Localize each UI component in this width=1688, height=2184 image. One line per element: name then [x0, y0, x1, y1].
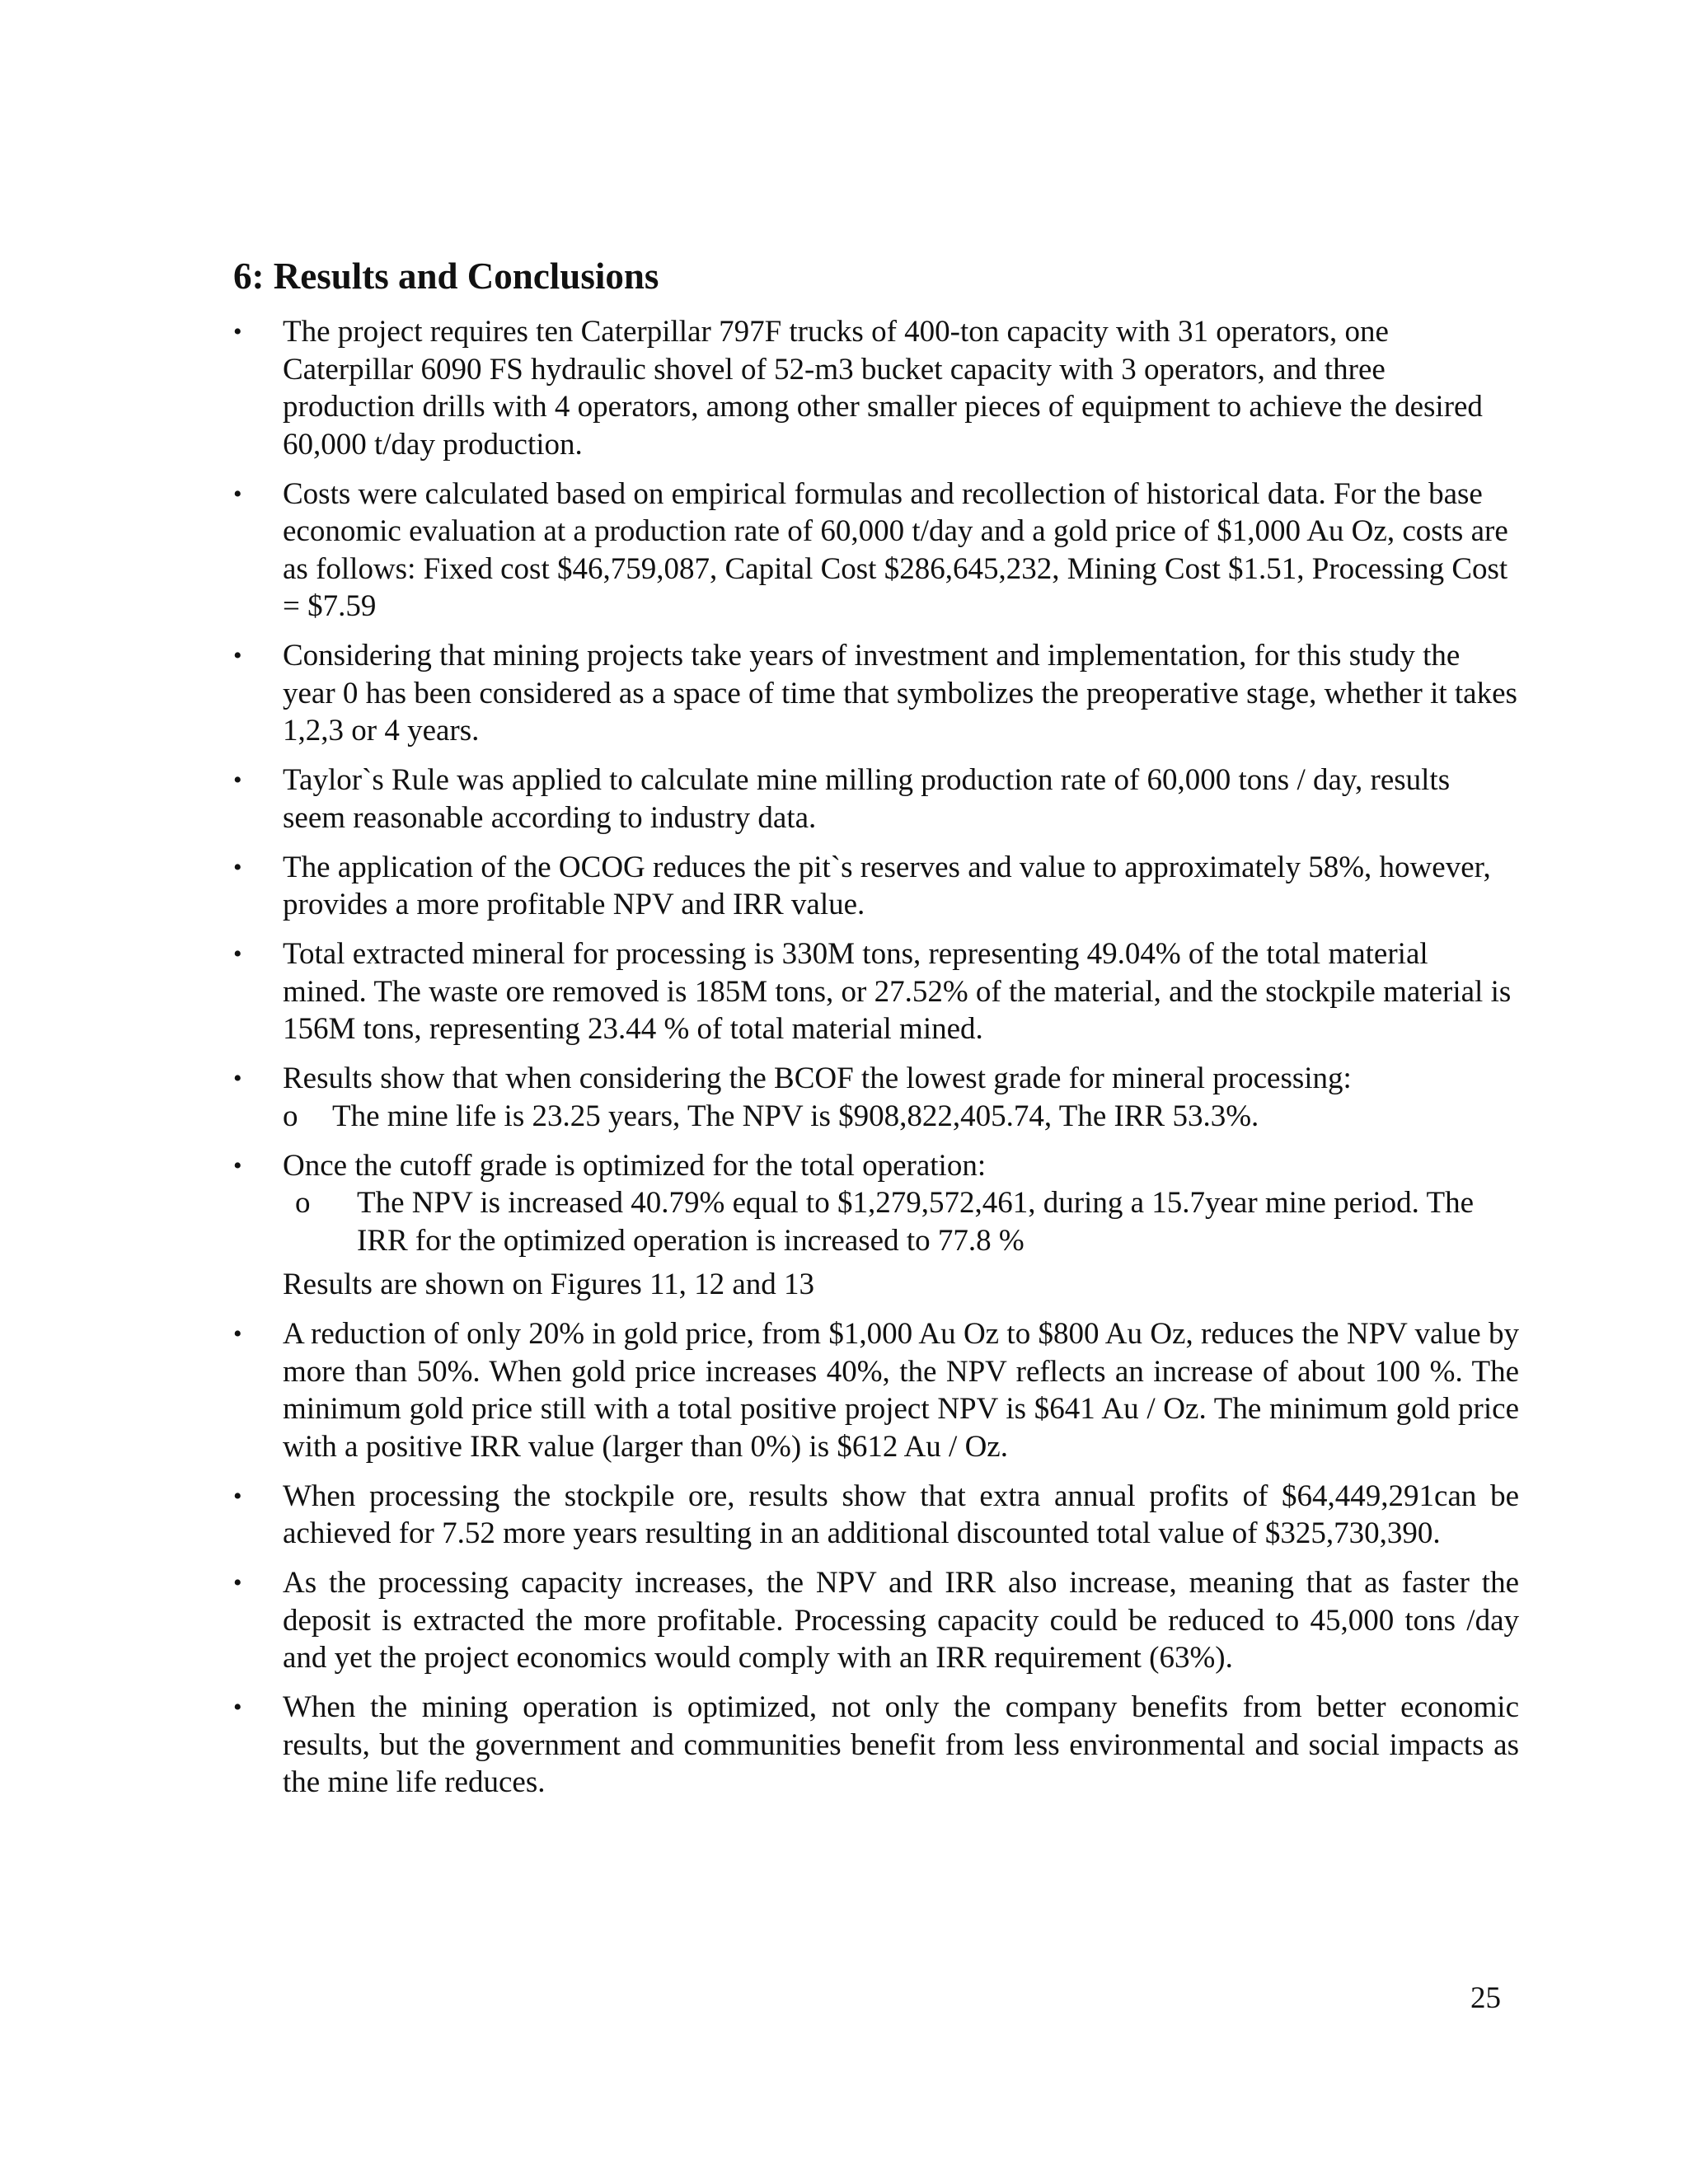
sub-list-item	[295, 1184, 1519, 1259]
section-heading: 6: Results and Conclusions	[233, 255, 659, 297]
bullet-marker: •	[233, 1482, 242, 1510]
list-item	[233, 1689, 1519, 1802]
figures-note: Results are shown on Figures 11, 12 and 13	[283, 1268, 815, 1301]
bullet-text: Considering that mining projects take years of investment and implementation, for this study the year 0 has been considered as a space of time that symbolizes the preoperative stage, whether it takes 1,2,3 or 4 years.	[283, 639, 1517, 748]
list-item	[233, 1315, 1519, 1465]
list-item	[233, 849, 1519, 924]
bullet-marker: •	[233, 940, 242, 968]
bullet-marker: •	[233, 642, 242, 669]
list-item	[233, 1060, 1519, 1135]
bullet-marker: •	[233, 1065, 242, 1092]
sub-bullet-marker: o	[283, 1099, 298, 1133]
bullet-text: The project requires ten Caterpillar 797F trucks of 400-ton capacity with 31 operators, one Caterpillar 6090 FS hydraulic shovel of 52-m3 bucket capacity with 3 operators, and three production drills with 4 operators, among other smaller pieces of equipment to achieve the desired 60,000 t/day production.	[283, 315, 1483, 462]
bullet-text: Results show that when considering the BCOF the lowest grade for mineral processing:	[283, 1062, 1352, 1095]
bullet-marker: •	[233, 318, 242, 345]
bullet-marker: •	[233, 766, 242, 794]
sub-bullet-marker: o	[295, 1186, 311, 1220]
bullet-marker: •	[233, 480, 242, 508]
list-item	[233, 935, 1519, 1048]
bullet-text: A reduction of only 20% in gold price, from $1,000 Au Oz to $800 Au Oz, reduces the NPV value by more than 50%. When gold price increases 40%, the NPV reflects an increase of about 100 %. The minimum gold price still with a total positive project NPV is $641 Au / Oz. The minimum gold price with a positive IRR value (larger than 0%) is $612 Au / Oz.	[283, 1317, 1519, 1464]
bullet-marker: •	[233, 1694, 242, 1721]
bullet-text: The application of the OCOG reduces the pit`s reserves and value to approximately 58%, however, provides a more profitable NPV and IRR value.	[283, 850, 1491, 921]
sub-bullet-text: The NPV is increased 40.79% equal to $1,279,572,461, during a 15.7year mine period. The IRR for the optimized operation is increased to 77.8 %	[357, 1186, 1475, 1258]
conclusions-list	[233, 313, 1519, 1813]
bullet-text: When the mining operation is optimized, not only the company benefits from better economic results, but the government and communities benefit from less environmental and social impacts as the mine life reduces.	[283, 1690, 1519, 1799]
bullet-text: Total extracted mineral for processing is 330M tons, representing 49.04% of the total material mined. The waste ore removed is 185M tons, or 27.52% of the material, and the stockpile material is 156M tons, representing 23.44 % of total material mined.	[283, 937, 1512, 1046]
list-item	[233, 637, 1519, 750]
bullet-text: When processing the stockpile ore, results show that extra annual profits of $64,449,291can be achieved for 7.52 more years resulting in an additional discounted total value of $325,730,390.	[283, 1479, 1519, 1550]
bullet-text: As the processing capacity increases, the NPV and IRR also increase, meaning that as faster the deposit is extracted the more profitable. Processing capacity could be reduced to 45,000 tons /day and yet the project economics would comply with an IRR requirement (63%).	[283, 1566, 1519, 1675]
bullet-marker: •	[233, 1569, 242, 1596]
sub-bullet-text: The mine life is 23.25 years, The NPV is $908,822,405.74, The IRR 53.3%.	[332, 1099, 1259, 1133]
bullet-text: Taylor`s Rule was applied to calculate mine milling production rate of 60,000 tons / day, results seem reasonable according to industry data.	[283, 763, 1451, 835]
bullet-marker: •	[233, 1151, 242, 1179]
list-item	[233, 313, 1519, 463]
list-item	[233, 1564, 1519, 1677]
list-item	[233, 1147, 1519, 1304]
bullet-marker: •	[233, 1320, 242, 1347]
page-number: 25	[1470, 1981, 1501, 2015]
list-item	[233, 762, 1519, 837]
sub-list-item	[283, 1098, 1519, 1136]
bullet-text: Once the cutoff grade is optimized for the total operation:	[283, 1148, 987, 1183]
list-item	[233, 476, 1519, 626]
bullet-marker: •	[233, 853, 242, 881]
list-item	[233, 1478, 1519, 1553]
bullet-text: Costs were calculated based on empirical formulas and recollection of historical data. For the base economic evaluation at a production rate of 60,000 t/day and a gold price of $1,000 Au Oz, costs are as follows: Fixed cost $46,759,087, Capital Cost $286,645,232, Mining Cost $1.51, Processing Cost = $7.59	[283, 476, 1508, 623]
